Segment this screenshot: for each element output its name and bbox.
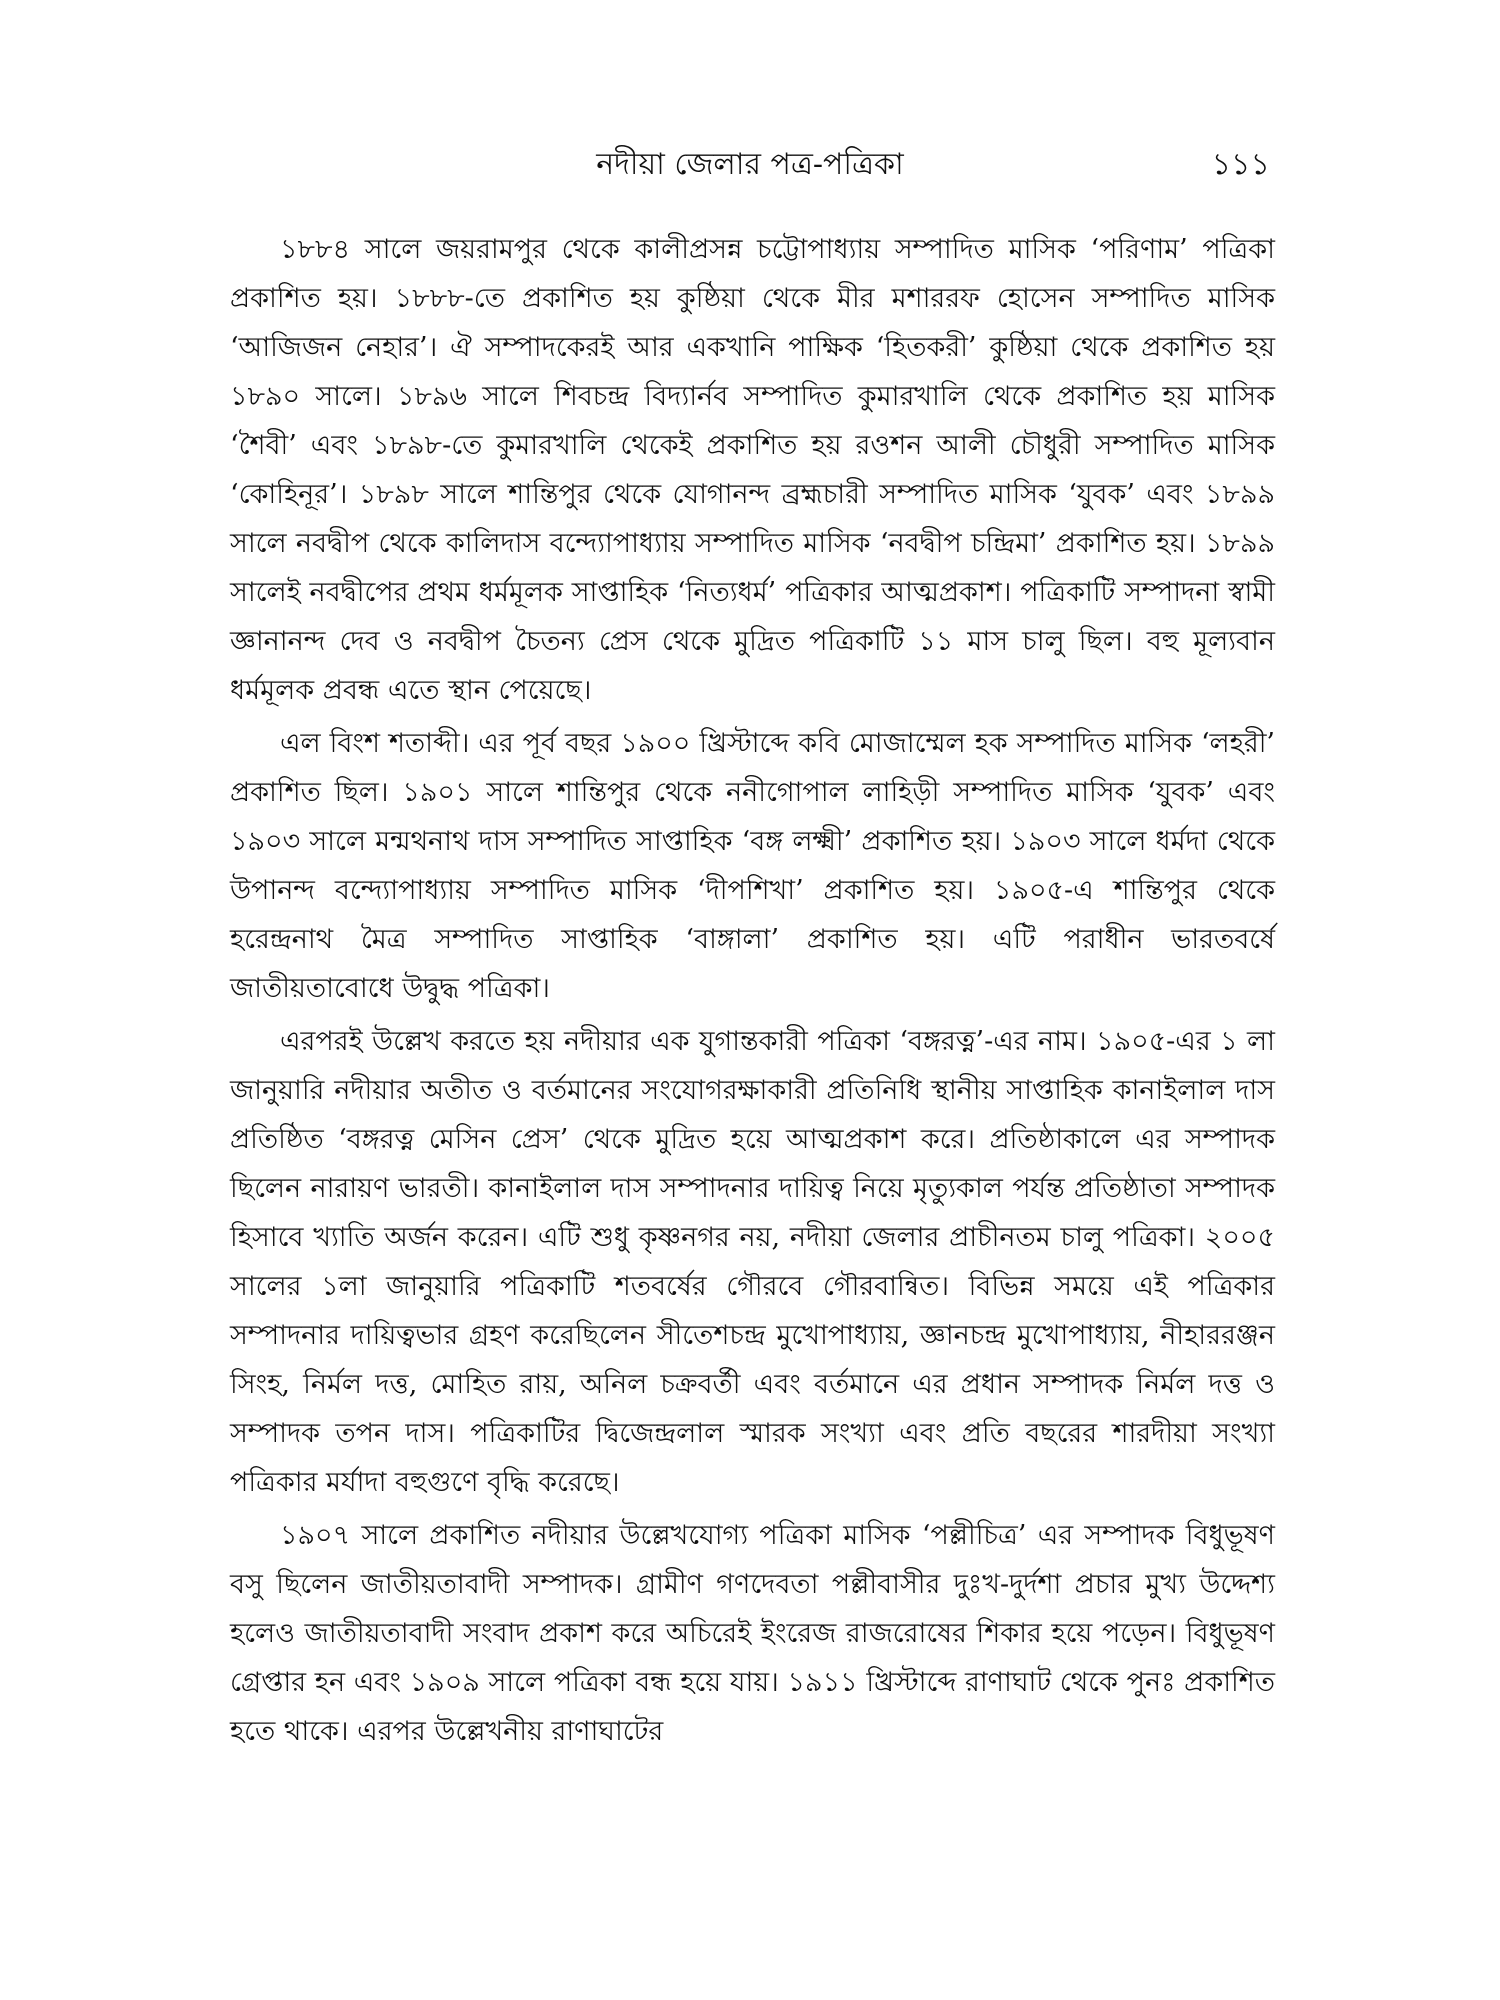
page-number: ১১১ [1211, 147, 1270, 182]
paragraph-4: ১৯০৭ সালে প্রকাশিত নদীয়ার উল্লেখযোগ্য পত্রিকা মাসিক ‘পল্লীচিত্র’ এর সম্পাদক বিধুভূষণ বসু ছিলেন জাতীয়তাবাদী সম্পাদক। গ্রামীণ গণদেবতা পল্লীবাসীর দুঃখ-দুর্দশা প্রচার মুখ্য উদ্দেশ্য হলেও জাতীয়তাবাদী সংবাদ প্রকাশ করে অচিরেই ইংরেজ রাজরোষের শিকার হয়ে পড়েন। বিধুভূষণ গ্রেপ্তার হন এবং ১৯০৯ সালে পত্রিকা বন্ধ হয়ে যায়। ১৯১১ খ্রিস্টাব্দে রাণাঘাট থেকে পুনঃ প্রকাশিত হতে থাকে। এরপর উল্লেখনীয় রাণাঘাটের [230, 1520, 1275, 1747]
running-header [230, 140, 1270, 190]
paragraph-2: এল বিংশ শতাব্দী। এর পূর্ব বছর ১৯০০ খ্রিস্টাব্দে কবি মোজাম্মেল হক সম্পাদিত মাসিক ‘লহরী’ প্রকাশিত ছিল। ১৯০১ সালে শান্তিপুর থেকে ননীগোপাল লাহিড়ী সম্পাদিত মাসিক ‘যুবক’ এবং ১৯০৩ সালে মন্মথনাথ দাস সম্পাদিত সাপ্তাহিক ‘বঙ্গ লক্ষ্মী’ প্রকাশিত হয়। ১৯০৩ সালে ধর্মদা থেকে উপানন্দ বন্দ্যোপাধ্যায় সম্পাদিত মাসিক ‘দীপশিখা’ প্রকাশিত হয়। ১৯০৫-এ শান্তিপুর থেকে হরেন্দ্রনাথ মৈত্র সম্পাদিত সাপ্তাহিক ‘বাঙ্গালা’ প্রকাশিত হয়। এটি পরাধীন ভারতবর্ষে জাতীয়তাবোধে উদ্বুদ্ধ পত্রিকা। [230, 728, 1275, 1004]
paragraph-1: ১৮৮৪ সালে জয়রামপুর থেকে কালীপ্রসন্ন চট্টোপাধ্যায় সম্পাদিত মাসিক ‘পরিণাম’ পত্রিকা প্রকাশিত হয়। ১৮৮৮-তে প্রকাশিত হয় কুষ্ঠিয়া থেকে মীর মশাররফ হোসেন সম্পাদিত মাসিক ‘আজিজন নেহার’। ঐ সম্পাদকেরই আর একখানি পাক্ষিক ‘হিতকরী’ কুষ্ঠিয়া থেকে প্রকাশিত হয় ১৮৯০ সালে। ১৮৯৬ সালে শিবচন্দ্র বিদ্যার্নব সম্পাদিত কুমারখালি থেকে প্রকাশিত হয় মাসিক ‘শৈবী’ এবং ১৮৯৮-তে কুমারখালি থেকেই প্রকাশিত হয় রওশন আলী চৌধুরী সম্পাদিত মাসিক ‘কোহিনূর’। ১৮৯৮ সালে শান্তিপুর থেকে যোগানন্দ ব্রহ্মচারী সম্পাদিত মাসিক ‘যুবক’ এবং ১৮৯৯ সালে নবদ্বীপ থেকে কালিদাস বন্দ্যোপাধ্যায় সম্পাদিত মাসিক ‘নবদ্বীপ চন্দ্রিমা’ প্রকাশিত হয়। ১৮৯৯ সালেই নবদ্বীপের প্রথম ধর্মমূলক সাপ্তাহিক ‘নিত্যধর্ম’ পত্রিকার আত্মপ্রকাশ। পত্রিকাটি সম্পাদনা স্বামী জ্ঞানানন্দ দেব ও নবদ্বীপ চৈতন্য প্রেস থেকে মুদ্রিত পত্রিকাটি ১১ মাস চালু ছিল। বহু মূল্যবান ধর্মমূলক প্রবন্ধ এতে স্থান পেয়েছে। [230, 234, 1275, 706]
body-text [230, 225, 1275, 1756]
running-title: নদীয়া জেলার পত্র-পত্রিকা [596, 147, 904, 182]
paragraph-3: এরপরই উল্লেখ করতে হয় নদীয়ার এক যুগান্তকারী পত্রিকা ‘বঙ্গরত্ন’-এর নাম। ১৯০৫-এর ১ লা জানুয়ারি নদীয়ার অতীত ও বর্তমানের সংযোগরক্ষাকারী প্রতিনিধি স্থানীয় সাপ্তাহিক কানাইলাল দাস প্রতিষ্ঠিত ‘বঙ্গরত্ন মেসিন প্রেস’ থেকে মুদ্রিত হয়ে আত্মপ্রকাশ করে। প্রতিষ্ঠাকালে এর সম্পাদক ছিলেন নারায়ণ ভারতী। কানাইলাল দাস সম্পাদনার দায়িত্ব নিয়ে মৃত্যুকাল পর্যন্ত প্রতিষ্ঠাতা সম্পাদক হিসাবে খ্যাতি অর্জন করেন। এটি শুধু কৃষ্ণনগর নয়, নদীয়া জেলার প্রাচীনতম চালু পত্রিকা। ২০০৫ সালের ১লা জানুয়ারি পত্রিকাটি শতবর্ষের গৌরবে গৌরবান্বিত। বিভিন্ন সময়ে এই পত্রিকার সম্পাদনার দায়িত্বভার গ্রহণ করেছিলেন সীতেশচন্দ্র মুখোপাধ্যায়, জ্ঞানচন্দ্র মুখোপাধ্যায়, নীহাররঞ্জন সিংহ, নির্মল দত্ত, মোহিত রায়, অনিল চক্রবর্তী এবং বর্তমানে এর প্রধান সম্পাদক নির্মল দত্ত ও সম্পাদক তপন দাস। পত্রিকাটির দ্বিজেন্দ্রলাল স্মারক সংখ্যা এবং প্রতি বছরের শারদীয়া সংখ্যা পত্রিকার মর্যাদা বহুগুণে বৃদ্ধি করেছে। [230, 1026, 1275, 1498]
